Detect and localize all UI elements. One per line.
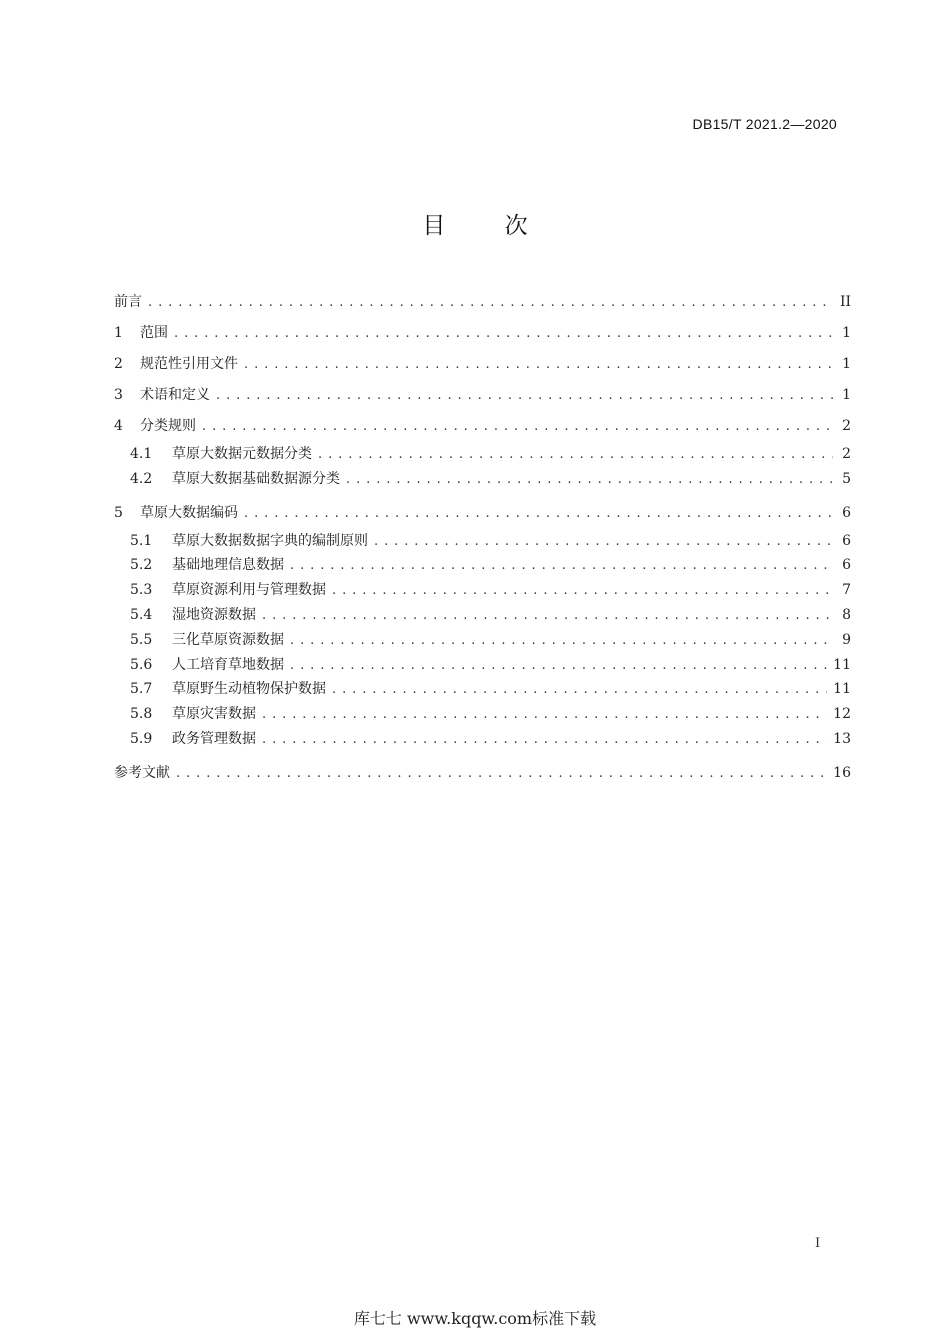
toc-entry-number: 5.8 xyxy=(130,706,153,723)
toc-leader-dots xyxy=(174,318,833,349)
toc-entry-page: 16 xyxy=(833,764,851,781)
toc-leader-dots xyxy=(176,758,827,789)
toc-entry-number: 5.3 xyxy=(130,582,153,599)
toc-entry-page: 11 xyxy=(833,656,851,673)
toc-entry-5-3[interactable] xyxy=(114,578,851,603)
toc-entry-title: 草原大数据基础数据源分类 xyxy=(172,470,340,487)
toc-entry-number: 5.6 xyxy=(130,656,153,673)
toc-entry-title: 三化草原资源数据 xyxy=(172,631,284,648)
toc-entry-number: 5.4 xyxy=(130,606,153,623)
toc-entry-1[interactable] xyxy=(114,318,851,349)
toc-entry-page: 1 xyxy=(842,356,851,372)
toc-leader-dots xyxy=(148,287,833,318)
toc-entry-page: 2 xyxy=(842,418,851,434)
toc-entry-title: 草原资源利用与管理数据 xyxy=(172,582,326,599)
toc-leader-dots xyxy=(346,468,833,493)
toc-entry-number: 5 xyxy=(114,504,123,521)
toc-entry-number: 5.7 xyxy=(130,681,153,698)
toc-entry-page: II xyxy=(839,294,851,310)
toc-entry-title: 术语和定义 xyxy=(140,387,210,403)
toc-entry-title: 湿地资源数据 xyxy=(172,606,256,623)
toc-entry-5-9[interactable] xyxy=(114,727,851,752)
toc-entry-number: 5.9 xyxy=(130,730,153,747)
toc-leader-dots xyxy=(216,380,833,411)
toc-leader-dots xyxy=(262,703,827,728)
toc-entry-number: 5.2 xyxy=(130,557,153,574)
toc-entry-4[interactable] xyxy=(114,411,851,442)
toc-leader-dots xyxy=(244,498,833,529)
toc-entry-number: 5.5 xyxy=(130,631,153,648)
toc-entry-5-1[interactable] xyxy=(114,529,851,554)
page-number: I xyxy=(815,1236,821,1251)
toc-entry-title: 政务管理数据 xyxy=(172,730,256,747)
toc-entry-page: 6 xyxy=(842,532,851,549)
toc-entry-5-4[interactable] xyxy=(114,603,851,628)
document-code: DB15/T 2021.2—2020 xyxy=(692,116,837,132)
toc-entry-number: 4 xyxy=(114,418,123,434)
toc-entry-4-2[interactable] xyxy=(114,467,851,492)
toc-leader-dots xyxy=(374,530,833,555)
toc-entry-title: 草原野生动植物保护数据 xyxy=(172,681,326,698)
toc-entry-5-8[interactable] xyxy=(114,702,851,727)
toc-entry-page: 8 xyxy=(842,606,851,623)
toc-entry-title: 参考文献 xyxy=(114,764,170,781)
toc-entry-number: 2 xyxy=(114,356,123,372)
toc-entry-number: 3 xyxy=(114,387,123,403)
toc-entry-page: 6 xyxy=(842,557,851,574)
toc-entry-5-7[interactable] xyxy=(114,677,851,702)
toc-leader-dots xyxy=(290,554,833,579)
toc-entry-3[interactable] xyxy=(114,380,851,411)
toc-entry-5-6[interactable] xyxy=(114,653,851,678)
toc-entry-page: 2 xyxy=(842,446,851,462)
toc-entry-page: 7 xyxy=(842,582,851,599)
toc-entry-page: 6 xyxy=(842,504,851,521)
toc-entry-page: 1 xyxy=(842,325,851,341)
toc-leader-dots xyxy=(318,443,833,468)
toc-leader-dots xyxy=(332,579,833,604)
toc-entry-title: 草原大数据元数据分类 xyxy=(172,446,312,462)
toc-leader-dots xyxy=(290,654,827,679)
page-title: 目 次 xyxy=(422,213,554,239)
toc-entry-page: 5 xyxy=(842,470,851,487)
toc-entry-title: 规范性引用文件 xyxy=(140,356,238,372)
toc-leader-dots xyxy=(244,349,833,380)
toc-entry-number: 1 xyxy=(114,325,123,341)
toc-entry-title: 分类规则 xyxy=(140,418,196,434)
toc-entry-title: 草原大数据编码 xyxy=(140,504,238,521)
table-of-contents xyxy=(114,287,851,789)
toc-leader-dots xyxy=(290,629,833,654)
toc-entry-title: 草原大数据数据字典的编制原则 xyxy=(172,532,368,549)
toc-entry-title: 前言 xyxy=(114,294,142,310)
toc-entry-title: 草原灾害数据 xyxy=(172,706,256,723)
toc-leader-dots xyxy=(262,728,827,753)
toc-entry-5-5[interactable] xyxy=(114,628,851,653)
toc-entry-number: 5.1 xyxy=(130,532,153,549)
toc-leader-dots xyxy=(332,678,827,703)
toc-entry-page: 13 xyxy=(833,730,851,747)
toc-entry-references[interactable] xyxy=(114,758,851,789)
toc-leader-dots xyxy=(262,604,833,629)
toc-entry-title: 人工培育草地数据 xyxy=(172,656,284,673)
footer-watermark: 库七七 www.kqqw.com标准下载 xyxy=(353,1309,597,1328)
toc-entry-number: 4.2 xyxy=(130,470,153,487)
toc-entry-5-2[interactable] xyxy=(114,553,851,578)
toc-entry-2[interactable] xyxy=(114,349,851,380)
toc-entry-4-1[interactable] xyxy=(114,442,851,467)
toc-entry-title: 范围 xyxy=(140,325,168,341)
toc-entry-5[interactable] xyxy=(114,498,851,529)
toc-entry-page: 12 xyxy=(833,706,851,723)
toc-entry-number: 4.1 xyxy=(130,446,153,462)
toc-entry-foreword[interactable] xyxy=(114,287,851,318)
toc-entry-page: 1 xyxy=(842,387,851,403)
toc-entry-page: 11 xyxy=(833,681,851,698)
toc-entry-page: 9 xyxy=(842,631,851,648)
toc-leader-dots xyxy=(202,411,833,442)
toc-entry-title: 基础地理信息数据 xyxy=(172,557,284,574)
